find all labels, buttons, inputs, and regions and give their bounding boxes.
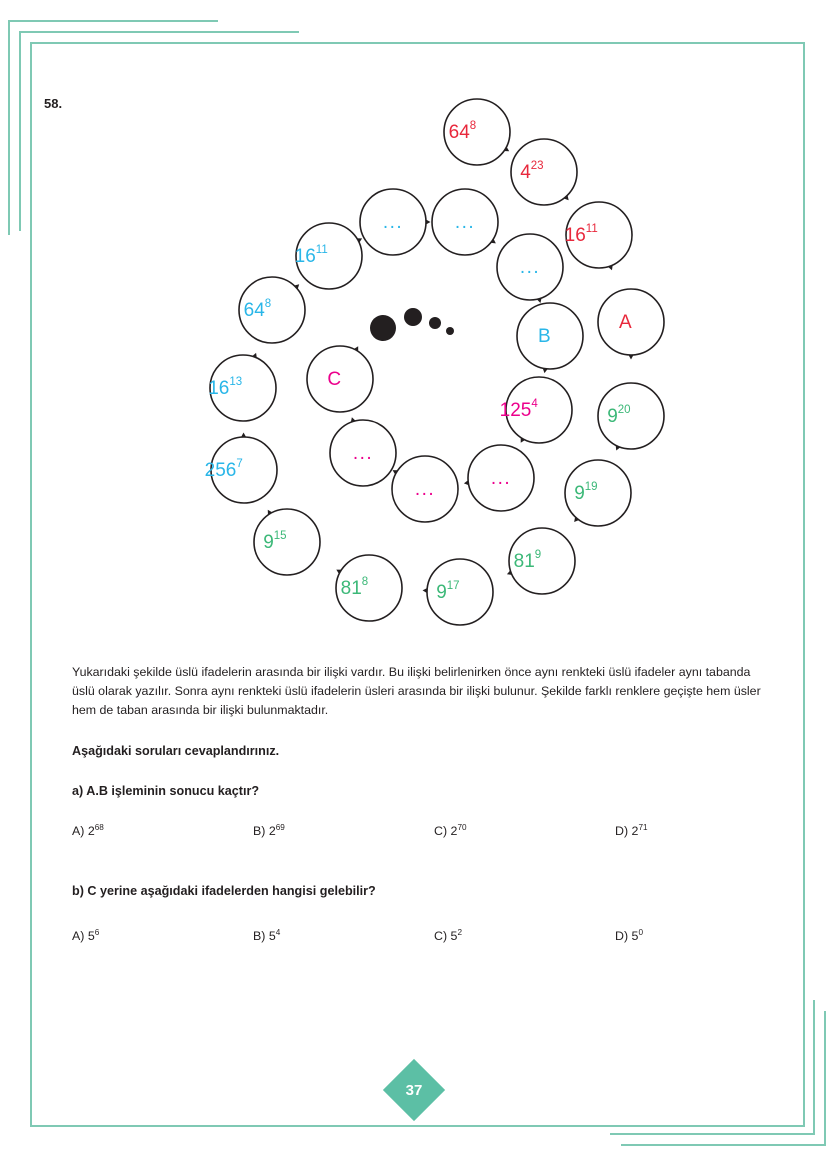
- option-letter: C): [434, 929, 451, 944]
- option-exponent: 69: [275, 823, 285, 832]
- question-number: 58.: [44, 96, 63, 111]
- node-value-label: [327, 369, 341, 390]
- frame-corner-top-left-outer: [8, 20, 218, 235]
- node-exponent: 8: [469, 120, 477, 133]
- option-exponent: 6: [94, 928, 100, 937]
- option-base: 2: [268, 824, 276, 839]
- diagram-node: [208, 355, 276, 421]
- node-base: 16: [208, 378, 230, 400]
- diagram-node: [509, 528, 575, 594]
- node-value-label: [538, 326, 551, 347]
- node-ellipsis-label: ...: [352, 443, 374, 465]
- node-exponent: 4: [531, 398, 538, 411]
- node-exponent: 20: [617, 404, 631, 417]
- diagram-node: [205, 437, 277, 503]
- node-exponent: 8: [264, 298, 272, 311]
- option-letter: A): [72, 929, 88, 944]
- node-exponent: 9: [534, 549, 542, 562]
- question-b-prompt: b) C yerine aşağıdaki ifadelerden hangisi gelebilir?: [72, 884, 376, 898]
- instruction-line: Aşağıdaki soruları cevaplandırınız.: [72, 744, 280, 758]
- option-letter: C): [434, 824, 451, 839]
- answer-option[interactable]: [434, 823, 615, 838]
- option-letter: A): [72, 824, 88, 839]
- option-base: 5: [87, 929, 95, 944]
- option-base: 2: [631, 824, 639, 839]
- page-number-badge: [383, 1059, 445, 1121]
- option-base: 5: [268, 929, 276, 944]
- node-ellipsis-label: ...: [490, 468, 512, 490]
- option-exponent: 70: [457, 823, 467, 832]
- answer-option[interactable]: [72, 928, 253, 943]
- node-base: 64: [243, 300, 265, 322]
- node-exponent: 15: [273, 530, 287, 543]
- answer-option[interactable]: [72, 823, 253, 838]
- node-exponent: 8: [361, 576, 369, 589]
- option-letter: D): [615, 929, 632, 944]
- option-exponent: 71: [638, 823, 648, 832]
- answer-option[interactable]: [615, 928, 796, 943]
- diagram-node: [239, 277, 305, 343]
- diagram-node: [565, 202, 632, 268]
- center-dot-decoration: [429, 317, 441, 329]
- question-a-prompt: a) A.B işleminin sonucu kaçtır?: [72, 784, 260, 798]
- answer-option[interactable]: [615, 823, 796, 838]
- node-base: 125: [499, 400, 532, 422]
- diagram-node: [254, 509, 320, 575]
- node-exponent: 19: [584, 481, 598, 494]
- frame-corner-bottom-right-outer: [621, 1011, 826, 1146]
- option-exponent: 68: [94, 823, 104, 832]
- node-exponent: 11: [585, 223, 598, 236]
- diagram-node: [517, 303, 583, 369]
- node-base: 16: [564, 225, 586, 247]
- node-base: 16: [294, 246, 316, 268]
- center-dot-decoration: [404, 308, 422, 326]
- question-b-options: [72, 928, 772, 943]
- node-exponent: 13: [229, 376, 243, 389]
- diagram-node: [392, 456, 458, 522]
- description-paragraph: Yukarıdaki şekilde üslü ifadelerin arasında bir ilişki vardır. Bu ilişki belirlenirken önce aynı renkteki üslü ifadeler aynı tabanda üslü olarak yazılır. Sonra aynı renkteki üslü ifadelerin üsleri arasında bir ilişki bulunur. Şekilde farklı renklere geçişte hem üsler hem de taban arasında bir ilişki bulunmaktadır.: [72, 665, 761, 717]
- node-base: 9: [607, 406, 618, 428]
- node-ellipsis-label: ...: [382, 212, 404, 234]
- node-exponent: 23: [530, 160, 544, 173]
- node-base: 81: [513, 551, 535, 573]
- option-base: 2: [450, 824, 458, 839]
- diagram-node: [360, 189, 426, 255]
- frame-corner-bottom-right-inner: [610, 1000, 815, 1135]
- node-value-label: [619, 312, 632, 333]
- node-base: 9: [436, 582, 447, 604]
- node-ellipsis-label: ...: [454, 212, 476, 234]
- option-letter: B): [253, 929, 269, 944]
- diagram-node: [307, 346, 373, 412]
- option-exponent: 4: [275, 928, 281, 937]
- node-base: C: [327, 369, 342, 391]
- diagram-node: [511, 139, 577, 205]
- exponent-cycle-diagram: [190, 85, 670, 645]
- option-base: 2: [87, 824, 95, 839]
- diagram-node: [500, 377, 572, 443]
- option-letter: B): [253, 824, 269, 839]
- diagram-node: [432, 189, 498, 255]
- node-ellipsis-label: ...: [414, 479, 436, 501]
- node-base: 4: [520, 162, 531, 184]
- question-a-options: [72, 823, 772, 838]
- diagram-node: [427, 559, 493, 625]
- diagram-node: [598, 289, 664, 355]
- node-base: B: [537, 326, 551, 348]
- center-dot-decoration: [446, 327, 454, 335]
- node-base: A: [618, 312, 632, 334]
- diagram-node: [444, 99, 510, 165]
- diagram-node: [598, 383, 664, 449]
- node-base: 9: [263, 532, 274, 554]
- answer-option[interactable]: [253, 823, 434, 838]
- diagram-node: [565, 460, 631, 526]
- option-letter: D): [615, 824, 632, 839]
- node-base: 9: [574, 483, 585, 505]
- option-exponent: 0: [638, 928, 643, 937]
- node-base: 81: [340, 578, 362, 600]
- answer-option[interactable]: [253, 928, 434, 943]
- diagram-node: [330, 420, 396, 486]
- node-base: 256: [204, 460, 237, 482]
- answer-option[interactable]: [434, 928, 615, 943]
- node-exponent: 17: [446, 580, 460, 593]
- diagram-node: [497, 234, 563, 300]
- node-ellipsis-label: ...: [519, 257, 541, 279]
- page-number-label: 37: [405, 1081, 423, 1099]
- diagram-node: [295, 223, 362, 289]
- center-dot-decoration: [370, 315, 396, 341]
- diagram-node: [336, 555, 402, 621]
- option-base: 5: [450, 929, 458, 944]
- diagram-node: [468, 445, 534, 511]
- node-exponent: 11: [315, 244, 328, 257]
- option-base: 5: [631, 929, 639, 944]
- node-base: 64: [448, 122, 470, 144]
- option-exponent: 2: [457, 928, 462, 937]
- node-exponent: 7: [236, 458, 243, 471]
